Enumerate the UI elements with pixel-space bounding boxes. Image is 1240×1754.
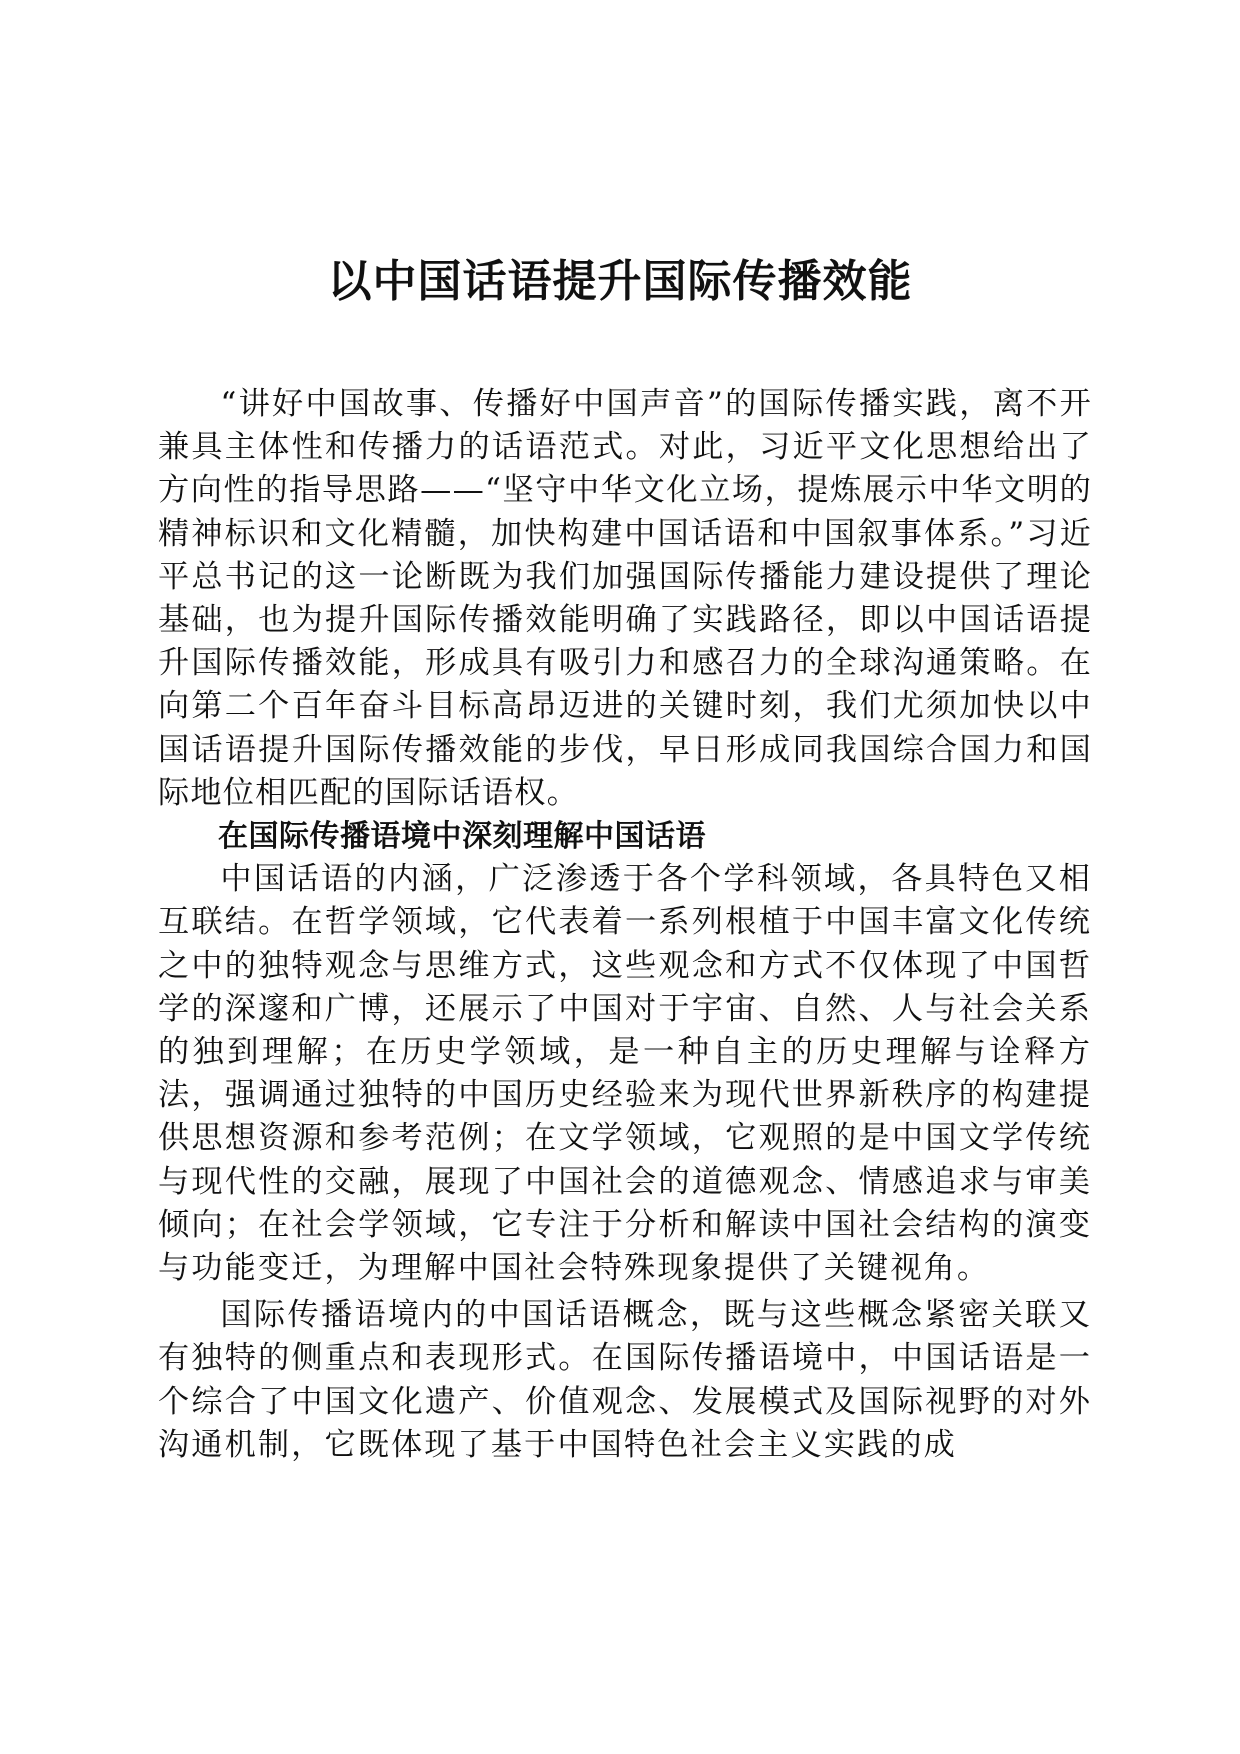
article-body — [158, 383, 1092, 1467]
paragraph-meaning: 中国话语的内涵，广泛渗透于各个学科领域，各具特色又相互联结。在哲学领域，它代表着一系列根植于中国丰富文化传统之中的独特观念与思维方式，这些观念和方式不仅体现了中国哲学的深邃和广博，还展示了中国对于宇宙、自然、人与社会关系的独到理解；在历史学领域，是一种自主的历史理解与诠释方法，强调通过独特的中国历史经验来为现代世界新秩序的构建提供思想资源和参考范例；在文学领域，它观照的是中国文学传统与现代性的交融，展现了中国社会的道德观念、情感追求与审美倾向；在社会学领域，它专注于分析和解读中国社会结构的演变与功能变迁，为理解中国社会特殊现象提供了关键视角。 — [158, 861, 1092, 1287]
section-heading: 在国际传播语境中深刻理解中国话语 — [218, 819, 706, 855]
paragraph-context: 国际传播语境内的中国话语概念，既与这些概念紧密关联又有独特的侧重点和表现形式。在国际传播语境中，中国话语是一个综合了中国文化遗产、价值观念、发展模式及国际视野的对外沟通机制，它既体现了基于中国特色社会主义实践的成 — [158, 1297, 1092, 1463]
paragraph-intro: “讲好中国故事、传播好中国声音”的国际传播实践，离不开兼具主体性和传播力的话语范式。对此，习近平文化思想给出了方向性的指导思路——“坚守中华文化立场，提炼展示中华文明的精神标识和文化精髓，加快构建中国话语和中国叙事体系。”习近平总书记的这一论断既为我们加强国际传播能力建设提供了理论基础，也为提升国际传播效能明确了实践路径，即以中国话语提升国际传播效能，形成具有吸引力和感召力的全球沟通策略。在向第二个百年奋斗目标高昂迈进的关键时刻，我们尤须加快以中国话语提升国际传播效能的步伐，早日形成同我国综合国力和国际地位相匹配的国际话语权。 — [158, 386, 1092, 811]
article-title: 以中国话语提升国际传播效能 — [327, 256, 913, 307]
